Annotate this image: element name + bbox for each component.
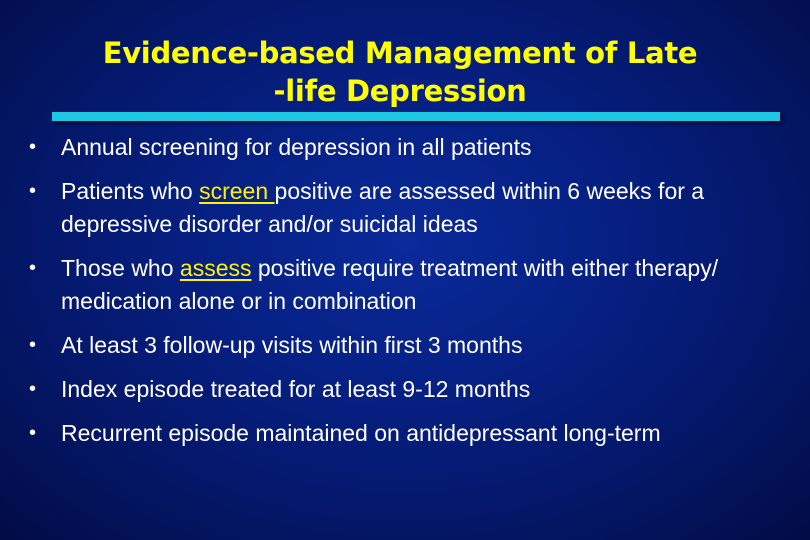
bullet-list (0, 131, 810, 461)
slide-title-line-1: Evidence-based Management of Late (102, 36, 698, 70)
bullet-dot-icon: • (29, 136, 37, 158)
bullet-highlight-screen: screen (199, 178, 275, 204)
bullet-item-1 (0, 131, 810, 164)
bullet-highlight-assess: assess (179, 255, 252, 281)
bullet-text: Annual screening for depression in all patients (61, 134, 532, 160)
bullet-dot-icon: • (29, 422, 37, 444)
bullet-item-2 (0, 175, 810, 241)
bullet-dot-icon: • (29, 180, 37, 202)
bullet-dot-icon: • (29, 257, 37, 279)
bullet-item-6 (0, 417, 810, 450)
bullet-text: Those who (61, 255, 180, 281)
bullet-text: Patients who (61, 178, 200, 204)
title-underline-rule (52, 112, 780, 121)
slide-title-line-2: -life Depression (273, 74, 527, 108)
bullet-dot-icon: • (29, 378, 37, 400)
bullet-text: Recurrent episode maintained on antidepressant long-term (61, 420, 661, 446)
slide-title (40, 34, 760, 110)
bullet-item-5 (0, 373, 810, 406)
bullet-text: At least 3 follow-up visits within first 3 months (61, 332, 523, 358)
bullet-text-continued: positive require treatment with either therapy/ medication alone or in combination (61, 255, 719, 314)
bullet-text-continued: positive are assessed within 6 weeks for a depressive disorder and/or suicidal ideas (61, 178, 705, 237)
bullet-item-3 (0, 252, 810, 318)
bullet-text: Index episode treated for at least 9-12 months (61, 376, 531, 402)
bullet-dot-icon: • (29, 334, 37, 356)
bullet-item-4 (0, 329, 810, 362)
